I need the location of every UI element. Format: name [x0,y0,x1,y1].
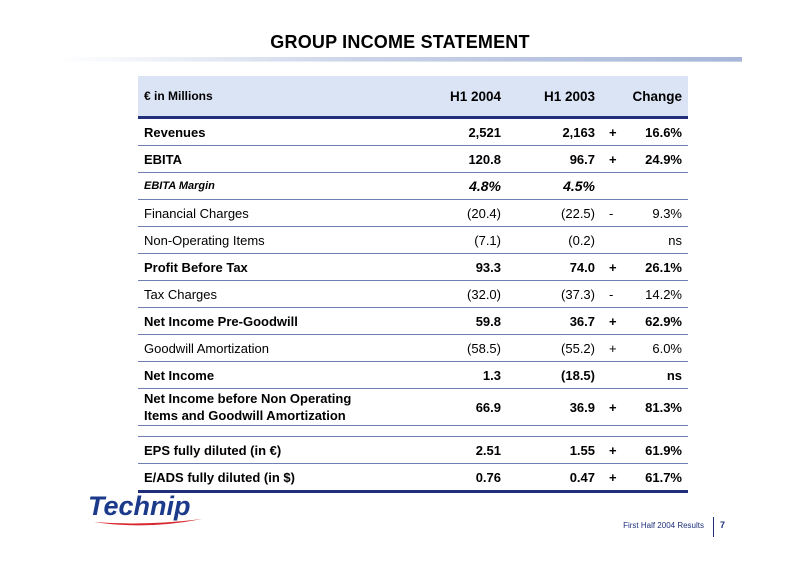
header-units: € in Millions [138,76,395,118]
table-row [138,281,688,308]
row-label: Net Income Pre-Goodwill [138,308,395,335]
change-value: 24.9% [645,151,682,167]
table-row [138,118,688,146]
change-sign: + [609,259,617,275]
change-cell [601,118,688,146]
footer-divider [713,517,714,537]
change-value: 16.6% [645,124,682,140]
value-h1-2004: (20.4) [395,200,507,227]
change-value: 14.2% [645,286,682,302]
table-spacer-row [138,426,688,437]
value-h1-2004: 59.8 [395,308,507,335]
change-value: ns [668,232,682,248]
income-statement-table [138,76,688,493]
table-row [138,389,688,426]
change-cell [601,146,688,173]
change-cell [601,281,688,308]
change-sign: + [609,124,617,140]
row-label: Non-Operating Items [138,227,395,254]
change-sign: - [609,205,614,221]
table-row [138,227,688,254]
value-h1-2003: 36.9 [507,389,601,426]
change-cell [601,464,688,492]
row-label: EBITA Margin [138,173,395,200]
change-sign: + [609,340,617,356]
value-h1-2004: (58.5) [395,335,507,362]
change-value: 81.3% [645,399,682,415]
table-row [138,362,688,389]
value-h1-2004: 4.8% [395,173,507,200]
value-h1-2004: 120.8 [395,146,507,173]
value-h1-2003: (37.3) [507,281,601,308]
value-h1-2003: 36.7 [507,308,601,335]
change-value: ns [666,367,682,383]
value-h1-2003: 96.7 [507,146,601,173]
value-h1-2003: 1.55 [507,437,601,464]
row-label: E/ADS fully diluted (in $) [138,464,395,492]
change-cell [601,200,688,227]
row-label: Revenues [138,118,395,146]
row-label: Net Income [138,362,395,389]
change-value: 62.9% [645,313,682,329]
header-change: Change [601,76,688,118]
row-label: EBITA [138,146,395,173]
value-h1-2004: 2,521 [395,118,507,146]
value-h1-2003: 2,163 [507,118,601,146]
change-cell [601,173,688,200]
change-value: 9.3% [652,205,682,221]
change-sign: + [609,151,617,167]
table-row [138,308,688,335]
value-h1-2003: (22.5) [507,200,601,227]
change-value: 61.7% [645,469,682,485]
change-cell [601,437,688,464]
page-number: 7 [720,520,726,530]
table-row [138,173,688,200]
change-value: 6.0% [652,340,682,356]
change-sign: + [609,313,617,329]
row-label-line2: Items and Goodwill Amortization [144,408,346,423]
change-cell [601,362,688,389]
row-label: EPS fully diluted (in €) [138,437,395,464]
change-sign: - [609,286,614,302]
value-h1-2004: 66.9 [395,389,507,426]
table-header-row [138,76,688,118]
change-sign: + [609,442,617,458]
value-h1-2004: 1.3 [395,362,507,389]
value-h1-2003: 74.0 [507,254,601,281]
change-cell [601,335,688,362]
table-row [138,335,688,362]
table-row [138,200,688,227]
table-row [138,464,688,492]
change-sign: + [609,399,617,415]
table-row [138,437,688,464]
header-h1-2004: H1 2004 [395,76,507,118]
row-label: Goodwill Amortization [138,335,395,362]
value-h1-2003: 0.47 [507,464,601,492]
change-cell [601,308,688,335]
change-cell [601,254,688,281]
row-label [138,389,395,426]
value-h1-2003: 4.5% [507,173,601,200]
header-h1-2003: H1 2003 [507,76,601,118]
table-row [138,146,688,173]
title-underline-thin [58,61,742,62]
change-value: 26.1% [645,259,682,275]
value-h1-2004: (7.1) [395,227,507,254]
change-cell [601,227,688,254]
row-label: Financial Charges [138,200,395,227]
value-h1-2003: (55.2) [507,335,601,362]
logo-wordmark: Technip [88,491,191,521]
value-h1-2003: (18.5) [507,362,601,389]
row-label-line1: Net Income before Non Operating [144,391,352,406]
value-h1-2004: (32.0) [395,281,507,308]
value-h1-2004: 0.76 [395,464,507,492]
change-sign: + [609,469,617,485]
page-title: GROUP INCOME STATEMENT [270,32,530,52]
value-h1-2004: 2.51 [395,437,507,464]
row-label: Tax Charges [138,281,395,308]
table-row [138,254,688,281]
row-label: Profit Before Tax [138,254,395,281]
value-h1-2004: 93.3 [395,254,507,281]
footer-label: First Half 2004 Results [623,521,704,530]
change-cell [601,389,688,426]
change-value: 61.9% [645,442,682,458]
value-h1-2003: (0.2) [507,227,601,254]
